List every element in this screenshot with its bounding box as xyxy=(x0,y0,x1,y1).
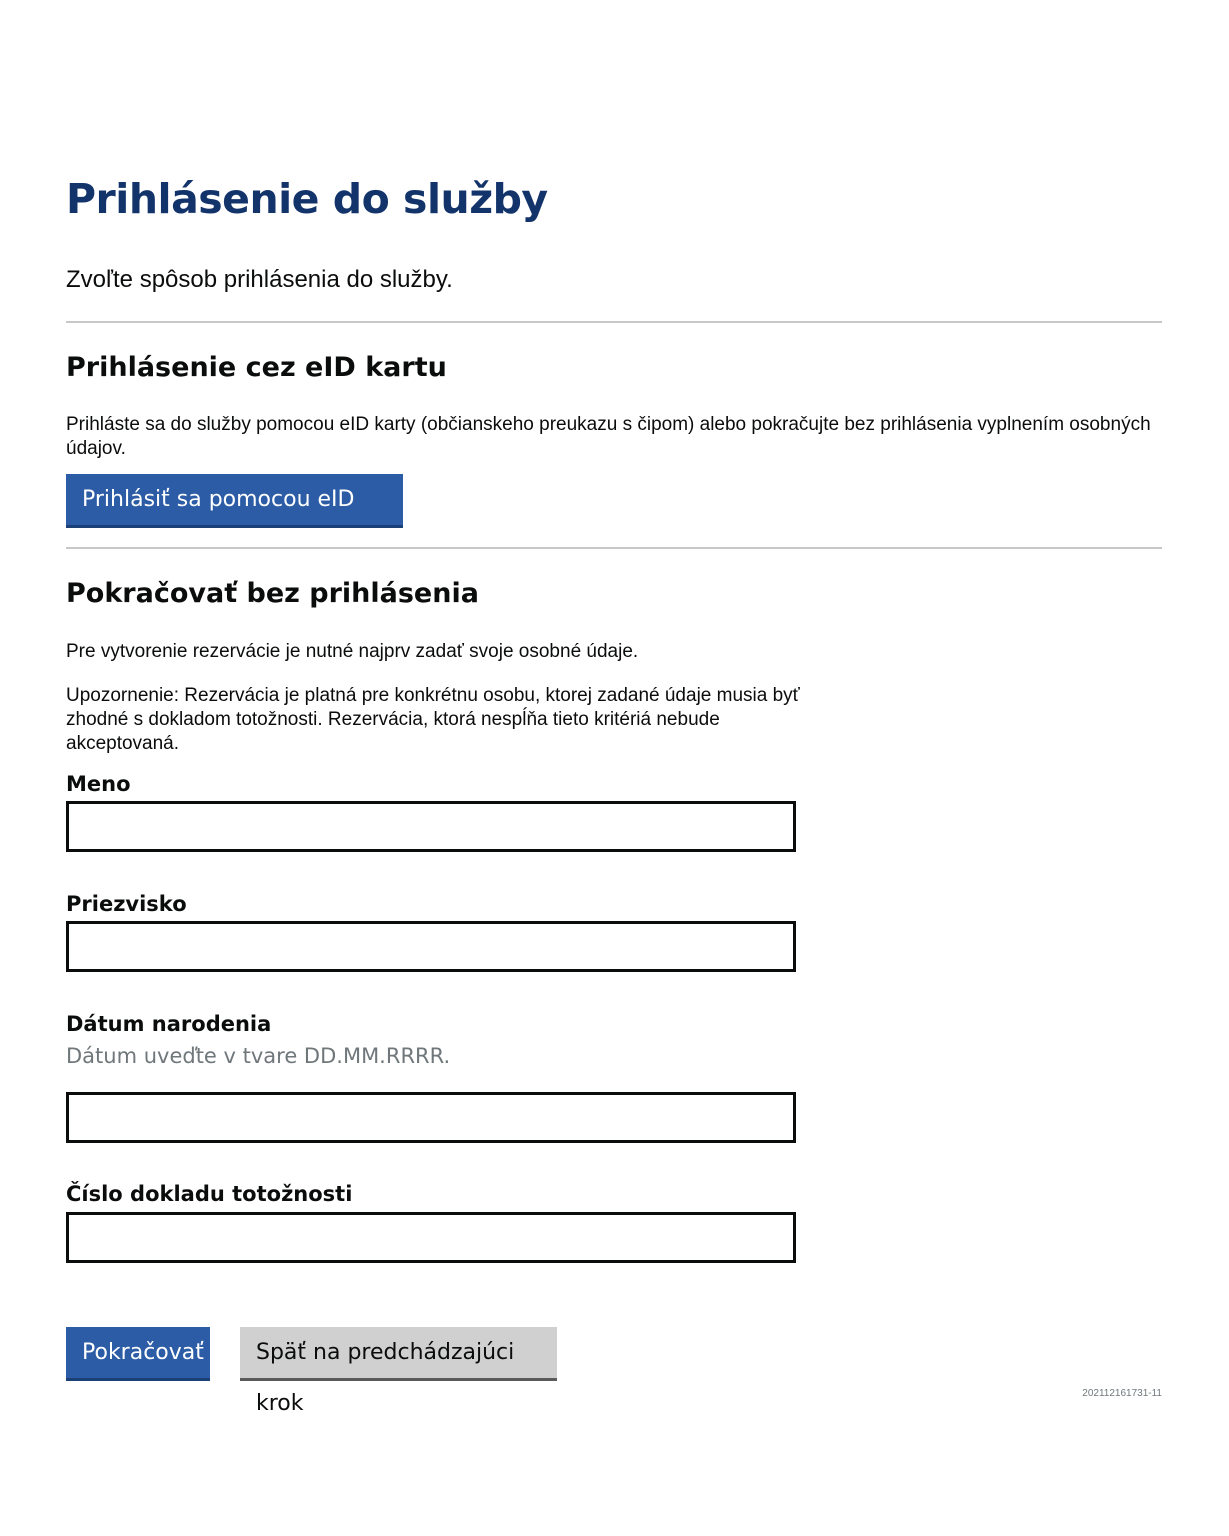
last-name-input[interactable] xyxy=(66,921,796,972)
version-label: 202112161731-11 xyxy=(1082,1388,1162,1399)
first-name-label: Meno xyxy=(66,772,131,796)
page-lead-text: Zvoľte spôsob prihlásenia do služby. xyxy=(66,266,453,293)
guest-section-intro: Pre vytvorenie rezervácie je nutné najprv zadať svoje osobné údaje. xyxy=(66,641,639,662)
section-divider xyxy=(66,321,1162,323)
back-button[interactable]: Späť na predchádzajúci krok xyxy=(240,1327,557,1378)
eid-login-button[interactable]: Prihlásiť sa pomocou eID karty xyxy=(66,474,403,525)
id-number-label: Číslo dokladu totožnosti xyxy=(66,1182,353,1206)
birth-date-input[interactable] xyxy=(66,1092,796,1143)
birth-date-label: Dátum narodenia xyxy=(66,1012,272,1036)
guest-section-heading: Pokračovať bez prihlásenia xyxy=(66,578,479,609)
section-divider xyxy=(66,547,1162,549)
first-name-input[interactable] xyxy=(66,801,796,852)
continue-button[interactable]: Pokračovať xyxy=(66,1327,210,1378)
page-title: Prihlásenie do služby xyxy=(66,175,548,223)
guest-section-warning: Upozornenie: Rezervácia je platná pre konkrétnu osobu, ktorej zadané údaje musia byť zhodné s dokladom totožnosti. Rezervácia, ktorá nespĺňa tieto kritériá nebude akceptovaná. xyxy=(66,685,800,754)
last-name-label: Priezvisko xyxy=(66,892,187,916)
eid-section-heading: Prihlásenie cez eID kartu xyxy=(66,352,447,383)
id-number-input[interactable] xyxy=(66,1212,796,1263)
eid-section-description: Prihláste sa do služby pomocou eID karty (občianskeho preukazu s čipom) alebo pokračujte bez prihlásenia vyplnením osobných údajov. xyxy=(66,414,1151,459)
birth-date-hint: Dátum uveďte v tvare DD.MM.RRRR. xyxy=(66,1044,451,1068)
